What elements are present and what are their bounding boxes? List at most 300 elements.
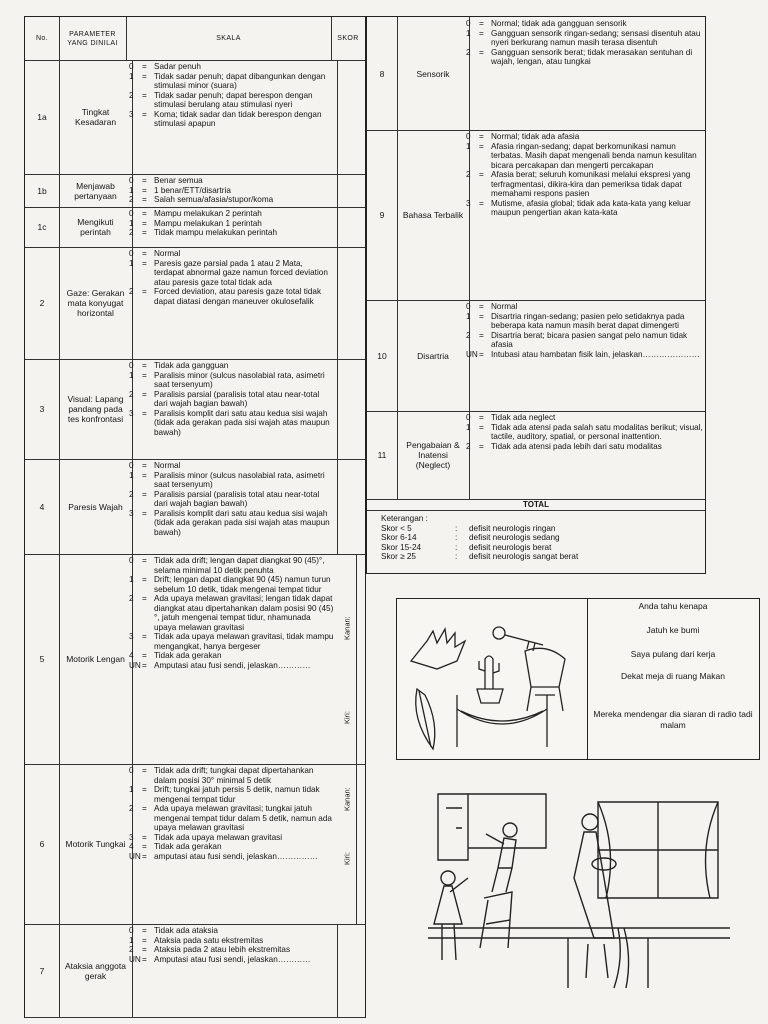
equals-sign: = bbox=[142, 785, 147, 794]
scale-cell bbox=[463, 300, 711, 411]
table-row bbox=[367, 17, 705, 131]
table-row bbox=[367, 411, 705, 500]
parameter-name: Ataksia anggota gerak bbox=[59, 924, 133, 1017]
legend-row bbox=[371, 524, 578, 534]
equals-sign: = bbox=[142, 945, 147, 954]
scale-score: 1 bbox=[466, 311, 471, 321]
table-row bbox=[25, 764, 365, 925]
equals-sign: = bbox=[479, 170, 484, 179]
legend-score-range: Skor ≥ 25 bbox=[381, 552, 416, 562]
scale-cell bbox=[126, 459, 338, 554]
equals-sign: = bbox=[142, 556, 147, 565]
scale-description: Intubasi atau hambatan fisik lain, jelaskan………………… bbox=[491, 349, 700, 359]
scale-item bbox=[129, 852, 334, 862]
equals-sign: = bbox=[142, 489, 147, 499]
row-number: 11 bbox=[367, 411, 398, 499]
scale-score: 0 bbox=[466, 302, 471, 311]
header-no: No. bbox=[25, 17, 60, 60]
equals-sign: = bbox=[142, 575, 147, 584]
table-row bbox=[25, 554, 365, 765]
scale-score: 2 bbox=[466, 47, 471, 57]
scale-description: Tidak ada atensi pada salah satu modalitas berikut; visual, tactile, auditory, spatial, or personal inattention. bbox=[491, 422, 703, 441]
row-number: 6 bbox=[25, 764, 60, 924]
scale-item bbox=[466, 312, 708, 331]
scale-item bbox=[129, 461, 334, 471]
reading-test-box bbox=[396, 598, 760, 760]
scale-score: 4 bbox=[129, 842, 134, 851]
parameter-name: Gaze: Gerakan mata konyugat horizontal bbox=[59, 247, 133, 359]
scale-score: 2 bbox=[129, 90, 134, 100]
side-label-kiri: Kiri: bbox=[342, 711, 352, 725]
table-header-row bbox=[25, 17, 365, 61]
score-cell[interactable] bbox=[331, 207, 365, 247]
scale-description: amputasi atau fusi sendi, jelaskan…………… bbox=[154, 851, 318, 861]
scale-item bbox=[466, 331, 708, 350]
legend-row bbox=[371, 543, 578, 553]
equals-sign: = bbox=[479, 330, 484, 340]
legend-score-range: Skor 6-14 bbox=[381, 533, 417, 543]
equals-sign: = bbox=[142, 594, 147, 603]
scale-item bbox=[129, 390, 334, 409]
equals-sign: = bbox=[142, 408, 147, 418]
equals-sign: = bbox=[479, 141, 484, 151]
scale-item bbox=[129, 176, 334, 186]
legend-row bbox=[371, 533, 578, 543]
parameter-name: Motorik Tungkai bbox=[59, 764, 133, 924]
equals-sign: = bbox=[479, 349, 484, 359]
parameter-name: Motorik Lengan bbox=[59, 554, 133, 764]
equals-sign: = bbox=[142, 804, 147, 813]
scale-score: 0 bbox=[129, 926, 134, 935]
score-cell[interactable] bbox=[331, 174, 365, 207]
side-label-kanan: Kanan: bbox=[342, 787, 352, 811]
scale-item bbox=[466, 423, 708, 442]
scale-score: 3 bbox=[129, 508, 134, 518]
equals-sign: = bbox=[142, 228, 147, 237]
scale-description: Normal bbox=[491, 302, 518, 311]
equals-sign: = bbox=[479, 132, 484, 141]
equals-sign: = bbox=[479, 413, 484, 422]
scale-score: 2 bbox=[466, 441, 471, 451]
scale-description: Tidak mampu melakukan perintah bbox=[154, 228, 278, 237]
scale-item bbox=[129, 594, 334, 632]
scale-description: Paralisis parsial (paralisis total atau near-total dari wajah bagian bawah) bbox=[154, 489, 320, 508]
equals-sign: = bbox=[142, 632, 147, 641]
parameter-name: Paresis Wajah bbox=[59, 459, 133, 554]
equals-sign: = bbox=[142, 954, 147, 964]
scale-score: 2 bbox=[129, 945, 134, 954]
header-skala: SKALA bbox=[126, 17, 332, 60]
legend-description: defisit neurologis ringan bbox=[469, 523, 556, 533]
scale-cell bbox=[463, 411, 711, 499]
scale-item bbox=[466, 350, 708, 360]
legend-description: defisit neurologis sangat berat bbox=[469, 552, 579, 562]
scale-description: Benar semua bbox=[154, 176, 203, 185]
table-row bbox=[25, 924, 365, 1018]
scale-score: 0 bbox=[129, 176, 134, 185]
scale-item bbox=[129, 651, 334, 661]
row-number: 4 bbox=[25, 459, 60, 554]
picture-objects bbox=[397, 599, 588, 759]
scale-description: Ataksia pada 2 atau lebih ekstremitas bbox=[154, 945, 291, 954]
scale-item bbox=[466, 132, 708, 142]
scale-score: 3 bbox=[129, 832, 134, 842]
scale-item bbox=[129, 833, 334, 843]
scale-description: Afasia berat; seluruh komunikasi melalui ekspresi yang terfragmentasi, dikira-kira dan pemeriksa tidak dapat memahami respons pasien bbox=[491, 170, 691, 198]
reading-sentence: Anda tahu kenapa bbox=[638, 601, 708, 611]
score-cell[interactable] bbox=[331, 247, 365, 359]
scale-description: Tidak ada drift; lengan dapat diangkat 90 (45)°, selama minimal 10 detik penuhta bbox=[154, 556, 325, 575]
equals-sign: = bbox=[142, 389, 147, 399]
scale-score: 2 bbox=[129, 489, 134, 499]
legend-colon: : bbox=[455, 523, 458, 533]
scale-description: Tidak sadar penuh; dapat berespon dengan stimulasi berulang atau stimulasi nyeri bbox=[154, 90, 313, 109]
scale-item bbox=[129, 471, 334, 490]
equals-sign: = bbox=[142, 218, 147, 228]
scale-score: 2 bbox=[129, 804, 134, 813]
scale-description: Disartria ringan-sedang; pasien pelo setidaknya pada beberapa kata namun masih berat dapat dimengerti bbox=[491, 311, 685, 330]
scale-score: 0 bbox=[129, 361, 134, 370]
scale-description: Sadar penuh bbox=[154, 62, 201, 71]
scale-description: Drift; tungkai jatuh persis 5 detik, namun tidak mengenai tempat tidur bbox=[154, 785, 320, 804]
table-row bbox=[367, 300, 705, 412]
scale-item bbox=[129, 371, 334, 390]
row-number: 8 bbox=[367, 17, 398, 130]
equals-sign: = bbox=[142, 651, 147, 660]
scale-score: 1 bbox=[129, 470, 134, 480]
equals-sign: = bbox=[479, 47, 484, 57]
scale-description: Normal; tidak ada afasia bbox=[491, 132, 580, 141]
scale-description: Amputasi atau fusi sendi, jelaskan………… bbox=[154, 660, 311, 670]
legend bbox=[367, 511, 705, 573]
scale-item bbox=[129, 361, 334, 371]
equals-sign: = bbox=[142, 832, 147, 842]
scale-description: Forced deviation, atau paresis gaze total tidak dapat diatasi dengan maneuver okulosefalik bbox=[154, 287, 322, 306]
scale-description: Tidak ada neglect bbox=[491, 413, 556, 422]
scale-score: 0 bbox=[129, 556, 134, 565]
scale-description: Drift; lengan dapat diangkat 90 (45) namun turun sebelum 10 detik, tidak mengenai tempat tidur bbox=[154, 575, 331, 594]
side-label-kiri: Kiri: bbox=[342, 852, 352, 866]
scale-item bbox=[129, 228, 334, 238]
scale-description: Ataksia pada satu ekstremitas bbox=[154, 935, 264, 945]
scale-item bbox=[129, 632, 334, 651]
header-skor: SKOR bbox=[337, 35, 359, 42]
scale-item bbox=[466, 413, 708, 423]
scale-score: UN bbox=[129, 851, 141, 861]
scale-item bbox=[129, 926, 334, 936]
equals-sign: = bbox=[142, 461, 147, 470]
legend-colon: : bbox=[455, 542, 458, 552]
legend-score-range: Skor < 5 bbox=[381, 523, 412, 533]
scale-item bbox=[466, 19, 708, 29]
row-number: 5 bbox=[25, 554, 60, 764]
parameter-name: Menjawab pertanyaan bbox=[59, 174, 133, 207]
scale-score: UN bbox=[466, 349, 478, 359]
scale-score: 1 bbox=[466, 141, 471, 151]
scale-description: Ada upaya melawan gravitasi; tungkai jatuh mengenai tempat tidur dalam 5 detik, namun ada upaya melawan gravitasi bbox=[154, 804, 332, 832]
scale-item bbox=[129, 575, 334, 594]
table-row bbox=[25, 60, 365, 175]
equals-sign: = bbox=[142, 361, 147, 370]
scale-description: Tidak sadar penuh; dapat dibangunkan dengan stimulasi minor (suara) bbox=[154, 71, 326, 90]
parameter-name: Mengikuti perintah bbox=[59, 207, 133, 247]
score-cell[interactable] bbox=[331, 554, 365, 764]
scale-description: Paralisis komplit dari satu atau kedua sisi wajah (tidak ada gerakan pada sisi wajah atas maupun bawah) bbox=[154, 408, 330, 437]
legend-colon: : bbox=[455, 533, 458, 543]
scale-item bbox=[129, 195, 334, 205]
nihss-right-table bbox=[366, 16, 706, 574]
score-cell[interactable] bbox=[331, 924, 365, 1017]
score-cell[interactable] bbox=[331, 764, 365, 924]
table-row bbox=[25, 207, 365, 248]
scale-cell bbox=[126, 60, 338, 174]
equals-sign: = bbox=[142, 249, 147, 258]
scale-description: 1 benar/ETT/disartria bbox=[154, 185, 231, 195]
scale-item bbox=[129, 509, 334, 538]
row-number: 1a bbox=[25, 60, 60, 174]
scale-description: Disartria berat; bicara pasien sangat pelo namun tidak afasia bbox=[491, 330, 688, 349]
reading-sentence: Saya pulang dari kerja bbox=[630, 649, 716, 659]
scale-score: 0 bbox=[129, 62, 134, 71]
scale-cell bbox=[126, 554, 357, 764]
equals-sign: = bbox=[142, 926, 147, 935]
scale-description: Tidak ada gangguan bbox=[154, 361, 229, 370]
score-cell[interactable] bbox=[331, 359, 365, 459]
parameter-name: Visual: Lapang pandang pada tes konfrontasi bbox=[59, 359, 133, 459]
scale-description: Mampu melakukan 1 perintah bbox=[154, 218, 262, 228]
scale-description: Gangguan sensorik berat; tidak merasakan sentuhan di wajah, lengan, atau tungkai bbox=[491, 47, 693, 66]
scale-description: Tidak ada upaya melawan gravitasi bbox=[154, 832, 283, 842]
equals-sign: = bbox=[479, 19, 484, 28]
parameter-name: Pengabaian & Inatensi (Neglect) bbox=[397, 411, 470, 499]
scale-description: Paralisis minor (sulcus nasolabial rata, asimetri saat tersenyum) bbox=[154, 470, 325, 489]
scale-description: Paralisis minor (sulcus nasolabial rata, asimetri saat tersenyum) bbox=[154, 370, 325, 389]
scale-score: 1 bbox=[129, 185, 134, 195]
equals-sign: = bbox=[142, 90, 147, 100]
row-number: 10 bbox=[367, 300, 398, 411]
scale-description: Koma; tidak sadar dan tidak berespon dengan stimulasi apapun bbox=[154, 109, 322, 128]
equals-sign: = bbox=[142, 766, 147, 775]
scale-item bbox=[129, 556, 334, 575]
equals-sign: = bbox=[479, 441, 484, 451]
scale-score: 2 bbox=[466, 170, 471, 179]
equals-sign: = bbox=[479, 302, 484, 311]
equals-sign: = bbox=[142, 258, 147, 268]
kitchen-scene-icon bbox=[428, 788, 730, 992]
equals-sign: = bbox=[142, 176, 147, 185]
scale-item bbox=[129, 110, 334, 129]
scale-description: Normal bbox=[154, 461, 181, 470]
scale-description: Salah semua/afasia/stupor/koma bbox=[154, 195, 274, 204]
scale-item bbox=[466, 442, 708, 452]
legend-row bbox=[371, 552, 578, 562]
scale-item bbox=[466, 170, 708, 199]
scale-item bbox=[129, 219, 334, 229]
scale-score: 1 bbox=[129, 785, 134, 794]
scale-item bbox=[129, 804, 334, 833]
scale-description: Paralisis parsial (paralisis total atau near-total dari wajah bagian bawah) bbox=[154, 389, 320, 408]
score-cell[interactable] bbox=[331, 459, 365, 554]
scale-score: 1 bbox=[466, 28, 471, 38]
scale-score: 0 bbox=[129, 209, 134, 218]
table-row bbox=[25, 359, 365, 460]
equals-sign: = bbox=[142, 109, 147, 119]
legend-score-range: Skor 15-24 bbox=[381, 542, 422, 552]
scale-score: 1 bbox=[129, 575, 134, 584]
drawing-objects-icon bbox=[397, 599, 587, 759]
equals-sign: = bbox=[142, 209, 147, 218]
scale-item bbox=[466, 29, 708, 48]
scale-score: 2 bbox=[129, 228, 134, 237]
total-label: TOTAL bbox=[523, 500, 549, 509]
row-number: 1c bbox=[25, 207, 60, 247]
scale-cell bbox=[463, 17, 711, 130]
scale-score: 1 bbox=[466, 422, 471, 432]
scale-description: Afasia ringan-sedang; dapat berkomunikasi namun terbatas. Masih dapat mengenali benda namun kesulitan bicara percakapan dan mengerti percakapan bbox=[491, 141, 697, 170]
total-row bbox=[367, 499, 705, 511]
scale-description: Normal; tidak ada gangguan sensorik bbox=[491, 19, 627, 28]
scale-description: Gangguan sensorik ringan-sedang; sensasi disentuh atau nyeri berkurang namun masih terasa disentuh bbox=[491, 28, 701, 47]
scale-score: 2 bbox=[129, 287, 134, 296]
parameter-name: Tingkat Kesadaran bbox=[59, 60, 133, 174]
scale-description: Amputasi atau fusi sendi, jelaskan………… bbox=[154, 954, 311, 964]
scale-item bbox=[129, 661, 334, 671]
scale-score: 0 bbox=[129, 461, 134, 470]
row-number: 3 bbox=[25, 359, 60, 459]
scale-description: Tidak ada upaya melawan gravitasi, tidak mampu mengangkat, hanya bergeser bbox=[154, 632, 334, 651]
scale-item bbox=[466, 48, 708, 67]
reading-sentence: Dekat meja di ruang Makan bbox=[621, 671, 725, 681]
scale-item bbox=[466, 199, 708, 218]
legend-description: defisit neurologis berat bbox=[469, 542, 552, 552]
legend-description: defisit neurologis sedang bbox=[469, 533, 560, 543]
parameter-name: Sensorik bbox=[397, 17, 470, 130]
equals-sign: = bbox=[142, 935, 147, 945]
header-parameter: PARAMETER YANG DINILAI bbox=[59, 17, 127, 60]
scale-item bbox=[129, 209, 334, 219]
row-number: 2 bbox=[25, 247, 60, 359]
scale-item bbox=[129, 945, 334, 955]
scale-item bbox=[129, 186, 334, 196]
equals-sign: = bbox=[142, 842, 147, 851]
scale-item bbox=[129, 72, 334, 91]
scale-score: 0 bbox=[466, 413, 471, 422]
scale-description: Paresis gaze parsial pada 1 atau 2 Mata, terdapat abnormal gaze namun forced deviation atau paresis gaze total tidak ada bbox=[154, 258, 328, 287]
scale-item bbox=[129, 91, 334, 110]
equals-sign: = bbox=[142, 851, 147, 861]
scale-item bbox=[466, 302, 708, 312]
scale-score: 1 bbox=[129, 935, 134, 945]
scale-score: 3 bbox=[129, 109, 134, 119]
score-cell[interactable] bbox=[331, 60, 365, 174]
scale-score: 2 bbox=[129, 195, 134, 204]
legend-title: Keterangan : bbox=[381, 514, 428, 523]
scale-score: 4 bbox=[129, 651, 134, 660]
scale-score: 3 bbox=[129, 408, 134, 418]
scale-item bbox=[129, 62, 334, 72]
equals-sign: = bbox=[142, 508, 147, 518]
scale-item bbox=[129, 249, 334, 259]
equals-sign: = bbox=[142, 370, 147, 380]
equals-sign: = bbox=[142, 470, 147, 480]
scale-item bbox=[129, 785, 334, 804]
scale-description: Mampu melakukan 2 perintah bbox=[154, 209, 262, 218]
scale-cell bbox=[126, 207, 338, 247]
scale-score: 1 bbox=[129, 370, 134, 380]
scale-item bbox=[129, 287, 334, 306]
equals-sign: = bbox=[142, 71, 147, 81]
scale-description: Tidak ada gerakan bbox=[154, 651, 222, 660]
equals-sign: = bbox=[142, 287, 147, 296]
table-row bbox=[25, 247, 365, 360]
scale-description: Paralisis komplit dari satu atau kedua sisi wajah (tidak ada gerakan pada sisi wajah atas maupun bawah) bbox=[154, 508, 330, 537]
row-number: 9 bbox=[367, 130, 398, 300]
table-row bbox=[367, 130, 705, 301]
scale-description: Tidak ada drift; tungkai dapat dipertahankan dalam posisi 30° minimal 5 detik bbox=[154, 766, 314, 785]
scale-item bbox=[129, 842, 334, 852]
cookie-theft-picture bbox=[428, 788, 730, 992]
scale-item bbox=[129, 490, 334, 509]
scale-cell bbox=[126, 764, 357, 924]
scale-score: 0 bbox=[466, 19, 471, 28]
scale-score: UN bbox=[129, 954, 141, 964]
scale-cell bbox=[126, 924, 338, 1017]
scale-cell bbox=[126, 359, 338, 459]
table-row bbox=[25, 459, 365, 555]
equals-sign: = bbox=[142, 62, 147, 71]
scale-score: 2 bbox=[466, 330, 471, 340]
scale-score: 1 bbox=[129, 258, 134, 268]
scale-item bbox=[129, 766, 334, 785]
equals-sign: = bbox=[479, 422, 484, 432]
scale-description: Tidak ada atensi pada lebih dari satu modalitas bbox=[491, 441, 662, 451]
scale-item bbox=[129, 409, 334, 438]
row-number: 7 bbox=[25, 924, 60, 1017]
parameter-name: Disartria bbox=[397, 300, 470, 411]
equals-sign: = bbox=[479, 311, 484, 321]
scale-score: 1 bbox=[129, 218, 134, 228]
sentence-list bbox=[589, 599, 757, 759]
equals-sign: = bbox=[142, 660, 147, 670]
scale-description: Tidak ada gerakan bbox=[154, 842, 222, 851]
scale-cell bbox=[463, 130, 711, 300]
row-number: 1b bbox=[25, 174, 60, 207]
scale-score: 3 bbox=[129, 632, 134, 641]
side-label-kanan: Kanan: bbox=[342, 616, 352, 640]
scale-cell bbox=[126, 174, 338, 207]
reading-sentence: Jatuh ke bumi bbox=[646, 625, 700, 635]
scale-score: 3 bbox=[466, 198, 471, 208]
legend-colon: : bbox=[455, 552, 458, 562]
scale-item bbox=[129, 259, 334, 288]
scale-score: 0 bbox=[129, 766, 134, 775]
scale-description: Tidak ada ataksia bbox=[154, 926, 218, 935]
equals-sign: = bbox=[479, 28, 484, 38]
reading-sentence: Mereka mendengar dia siaran di radio tadi malam bbox=[593, 709, 753, 730]
table-row bbox=[25, 174, 365, 208]
scale-description: Mutisme, afasia global; tidak ada kata-kata yang keluar maupun pengertian akan kata-kata bbox=[491, 198, 691, 217]
parameter-name: Bahasa Terbalik bbox=[397, 130, 470, 300]
scale-cell bbox=[126, 247, 338, 359]
scale-score: UN bbox=[129, 660, 141, 670]
scale-score: 2 bbox=[129, 594, 134, 603]
equals-sign: = bbox=[142, 185, 147, 195]
scale-score: 0 bbox=[129, 249, 134, 258]
scale-description: Ada upaya melawan gravitasi; lengan tidak dapat diangkat atau dipertahankan dalam posisi 90 (45)°, jatuh mengenai tempat tidur, nhamunada upaya melawan gravitasi bbox=[154, 594, 334, 632]
scale-score: 1 bbox=[129, 71, 134, 81]
scale-description: Normal bbox=[154, 249, 181, 258]
nihss-left-table bbox=[24, 16, 366, 1018]
